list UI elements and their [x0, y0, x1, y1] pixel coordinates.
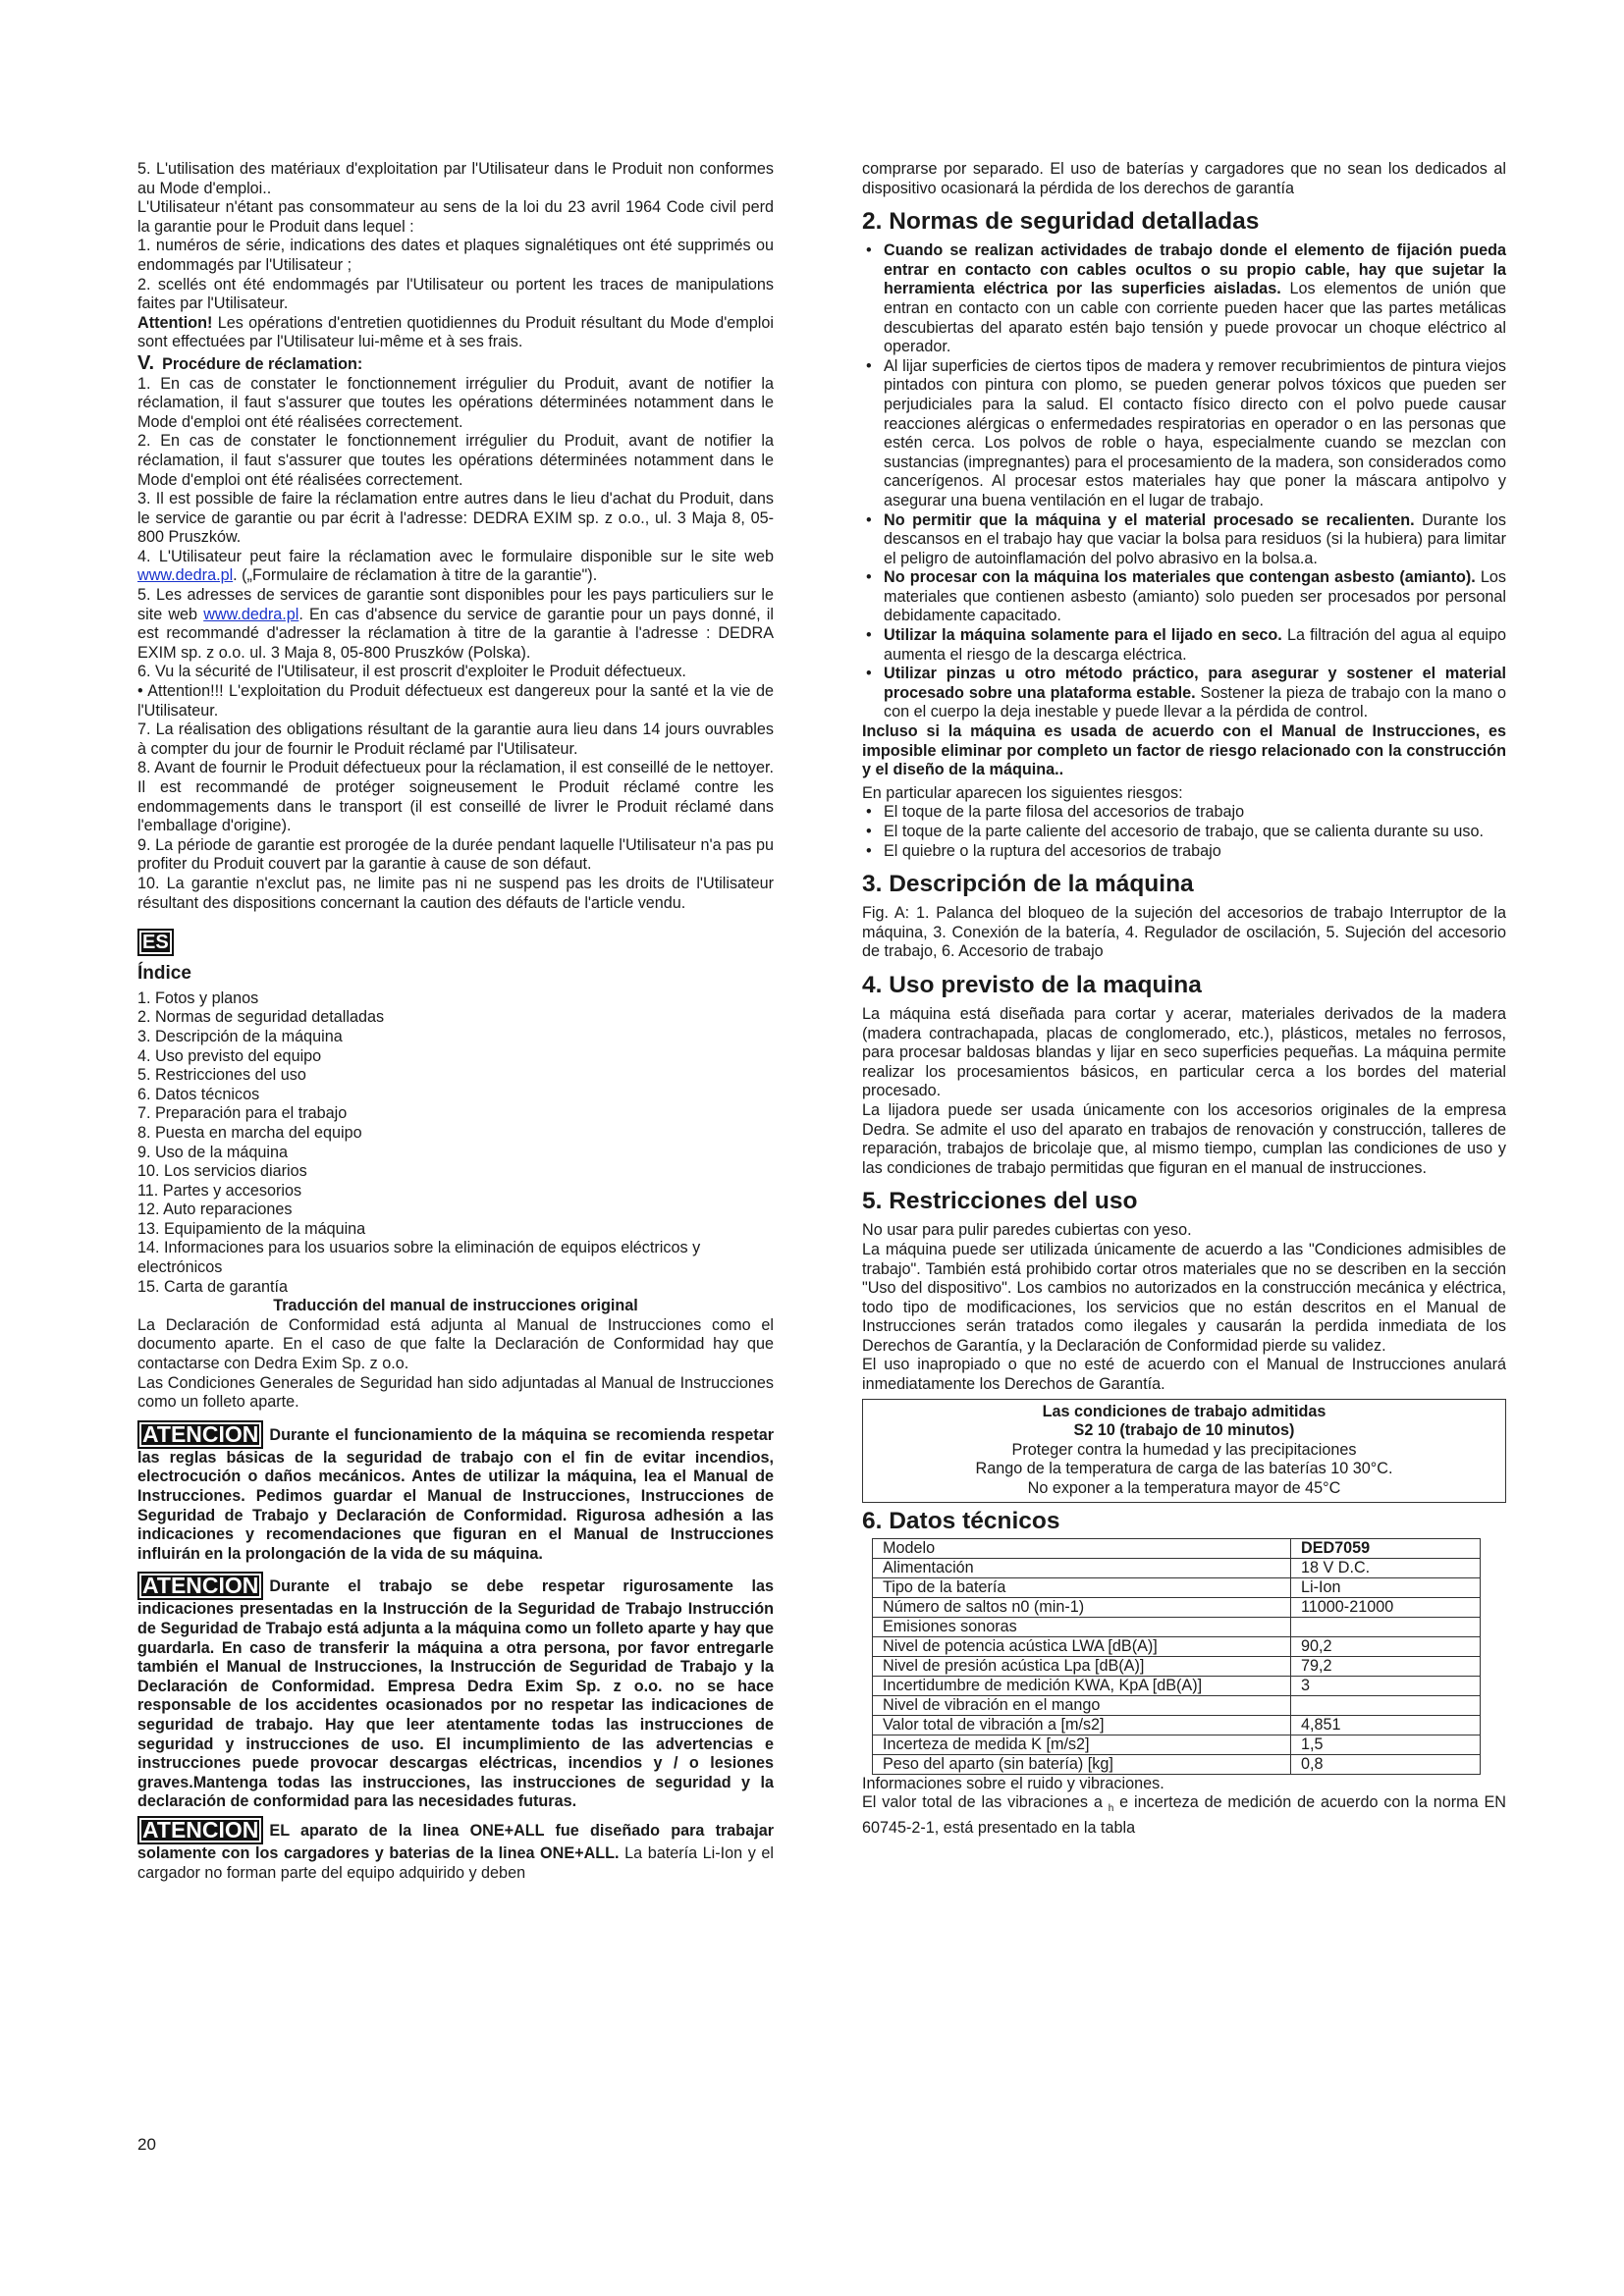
- tech-table-label: Número de saltos n0 (min-1): [873, 1597, 1291, 1617]
- condiciones-line: Proteger contra la humedad y las precipitaciones: [1011, 1440, 1357, 1459]
- reclamation-item: 2. En cas de constater le fonctionnement irrégulier du Produit, avant de notifier la réclamation, il faut s'assurer que toutes les opérations déterminées notamment dans le Mode d'emploi ont été réalisées correctement.: [137, 432, 774, 489]
- reclamation-list: [137, 375, 774, 914]
- tech-table-label: Nivel de potencia acústica LWA [dB(A)]: [873, 1636, 1291, 1656]
- riesgos-item: • El quiebre o la ruptura del accesorios de trabajo: [862, 842, 1506, 862]
- indice-item: 13. Equipamiento de la máquina: [137, 1219, 366, 1238]
- riesgos-list: [862, 803, 1506, 861]
- heading-uso: 4. Uso previsto de la maquina: [862, 971, 1202, 998]
- heading-normas: 2. Normas de seguridad detalladas: [862, 208, 1260, 236]
- tech-table-value: 1,5: [1291, 1735, 1481, 1754]
- tech-table-value: 18 V D.C.: [1291, 1558, 1481, 1577]
- indice-item: 9. Uso de la máquina: [137, 1143, 288, 1161]
- indice-item: 4. Uso previsto del equipo: [137, 1046, 322, 1065]
- normas-list: [862, 241, 1506, 722]
- left-column: [137, 160, 774, 1883]
- condiciones-line: Rango de la temperatura de carga de las baterías 10 30°C.: [975, 1460, 1393, 1478]
- dedra-link[interactable]: www.dedra.pl: [203, 605, 299, 623]
- condiciones-line: No exponer a la temperatura mayor de 45°C: [1027, 1479, 1341, 1498]
- normas-item: [862, 626, 1506, 665]
- condiciones-subtitle: S2 10 (trabajo de 10 minutos): [1073, 1421, 1295, 1440]
- normas-item-text: Los materiales que contienen asbesto (amianto) solo pueden ser procesados por personal debidamente capacitado.: [884, 568, 1506, 625]
- atencion-badge: ATENCION: [137, 1420, 263, 1449]
- indice-item: 14. Informaciones para los usuarios sobre la eliminación de equipos eléctricos y electrónicos: [137, 1239, 701, 1277]
- section-v-heading: [137, 351, 774, 375]
- reclamation-item: • Attention!!! L'exploitation du Produit défectueux est dangereux pour la santé et la vie de l'Utilisateur.: [137, 682, 774, 720]
- normas-item-text: Los elementos de unión que entran en contacto con un cable con corriente pueden hacer que las partes metálicas descubiertas del aparato estén bajo tensión y puede provocar un choque eléctrico al operador.: [884, 280, 1506, 356]
- tech-table-label: Alimentación: [873, 1558, 1291, 1577]
- indice-item: 10. Los servicios diarios: [137, 1162, 307, 1181]
- normas-item: [862, 511, 1506, 569]
- info-valor-text-after: e incerteza de medición de acuerdo con la norma EN 60745-2-1, está presentado en la tabla: [862, 1793, 1506, 1838]
- condiciones-title: Las condiciones de trabajo admitidas: [1042, 1402, 1326, 1420]
- tech-table-value: 79,2: [1291, 1656, 1481, 1676]
- indice-item: 2. Normas de seguridad detalladas: [137, 1008, 385, 1027]
- tech-table-value: 4,851: [1291, 1715, 1481, 1735]
- atencion-text-normal: La batería Li-Ion y el cargador no forman parte del equipo adquirido y deben: [137, 1843, 775, 1882]
- normas-item-bold: Cuando se realizan actividades de trabajo donde el elemento de fijación pueda entrar en contacto con cables ocultos o su propio cable, hay que sujetar la herramienta eléctrica por las superficies aisladas.: [884, 241, 1506, 298]
- tech-table-row: [873, 1735, 1481, 1754]
- descripcion-paragraph: Fig. A: 1. Palanca del bloqueo de la sujeción del accesorios de trabajo Interruptor de la máquina, 3. Conexión de la batería, 4. Regulador de oscilación, 5. Sujeción del accesorio de trabajo, 6. Accesorio de trabajo: [862, 904, 1506, 961]
- section-v-number: V.: [137, 351, 155, 374]
- normas-item-text: Sostener la pieza de trabajo con la mano o con el cuerpo la deja inestable y puede llevar a la pérdida de control.: [884, 683, 1506, 721]
- riesgos-item: • El toque de la parte caliente del accesorio de trabajo, que se calienta durante su uso.: [862, 823, 1506, 842]
- normas-item-text: Durante los descansos en el trabajo hay que vaciar la bolsa para residuos (si la hubiera) para limitar el peligro de autoinflamación del polvo abrasivo en la bolsa.a.: [884, 510, 1506, 567]
- tech-table-row: [873, 1695, 1481, 1715]
- intro-paragraphs: [137, 160, 774, 314]
- info-valor-sub: h: [1108, 1803, 1114, 1815]
- uso-paragraph: La lijadora puede ser usada únicamente con los accesorios originales de la empresa Dedra. Se admite el uso del aparato en trabajos de renovación y construcción, talleres de reparación, trabajos de bricolaje que, al mismo tiempo, cumplan las condiciones de uso y las condiciones de trabajo permitidas que figuran en el manual de instrucciones.: [862, 1100, 1506, 1177]
- reclamation-item: 7. La réalisation des obligations résultant de la garantie aura lieu dans 14 jours ouvrables à compter du jour de fournir le Produit réclamé par l'Utilisateur.: [137, 721, 774, 758]
- uso-paragraph: La máquina está diseñada para cortar y acerar, materiales derivados de la madera (madera contrachapada, placas de conglomerado, etc.), plásticos, metales no ferrosos, para procesar baldosas blandas y lijar en seco superficies pequeñas. La máquina permite realizar los procesamientos básicos, en particular cerca a los bordes del material procesado.: [862, 1004, 1506, 1100]
- info-ruido: Informaciones sobre el ruido y vibraciones.: [862, 1774, 1164, 1792]
- tech-table-row: [873, 1715, 1481, 1735]
- heading-restricciones: 5. Restricciones del uso: [862, 1188, 1138, 1215]
- heading-descripcion: 3. Descripción de la máquina: [862, 871, 1194, 898]
- item5-text-after: . En cas d'absence du service de garantie pour un pays donné, il est recommandé d'adresser la réclamation à titre de la garantie à l'adresse : DEDRA EXIM sp. z o.o. ul. 3 Maja 8, 05-800 Pruszków (Polska).: [137, 605, 774, 662]
- dedra-link[interactable]: www.dedra.pl: [137, 566, 234, 585]
- reclamation-item: 1. En cas de constater le fonctionnement irrégulier du Produit, avant de notifier la réclamation, il faut s'assurer que toutes les opérations déterminées notamment dans le Mode d'emploi ont été réalisées correctement.: [137, 374, 774, 431]
- tech-table-value: DED7059: [1291, 1538, 1481, 1558]
- reclamation-item: 3. Il est possible de faire la réclamation entre autres dans le lieu d'achat du Produit, dans le service de garantie ou par écrit à l'adresse: DEDRA EXIM sp. z o.o., ul. 3 Maja 8, 05-800 Pruszków.: [137, 490, 774, 547]
- reclamation-item: 9. La période de garantie est prorogée de la durée pendant laquelle l'Utilisateur n'a pas pu profiter du Produit couvert par la garantie à cause de son défaut.: [137, 835, 774, 874]
- normas-item: [862, 241, 1506, 357]
- indice-item: 8. Puesta en marcha del equipo: [137, 1123, 362, 1142]
- tech-table-label: Modelo: [873, 1538, 1291, 1558]
- indice-item: 15. Carta de garantía: [137, 1277, 288, 1296]
- atencion-text: EL aparato de la linea ONE+ALL fue diseñado para trabajar solamente con los cargadores y baterias de la linea ONE+ALL.: [137, 1821, 774, 1862]
- indice-item: 7. Preparación para el trabajo: [137, 1104, 348, 1123]
- normas-item-bold: Utilizar la máquina solamente para el lijado en seco.: [884, 626, 1282, 645]
- traduccion-title: Traducción del manual de instrucciones original: [273, 1297, 638, 1315]
- tech-table-row: [873, 1754, 1481, 1774]
- tech-table-value: 0,8: [1291, 1754, 1481, 1774]
- normas-item-text: Al lijar superficies de ciertos tipos de madera y remover recubrimientos de pintura viejos pintados con pintura con plomo, se pueden generar polvos tóxicos que pueden ser perjudiciales para la salud. El contacto físico directo con el polvo puede causar reacciones alérgicas o enfermedades respiratorias en operador o en las personas que estén cerca. Los polvos de roble o haya, especialmente cuando se mezclan con sustancias (impregnantes) para el procesamiento de la madera, son considerados como cancerígenos. Al procesar estos materiales hay que poner la máscara antipolvo y asegurar una buena ventilación en el lugar de trabajo.: [884, 356, 1506, 509]
- indice-title: Índice: [137, 963, 191, 985]
- intro-paragraph: 2. scellés ont été endommagés par l'Utilisateur ou portent les traces de manipulations faites par l'Utilisateur.: [137, 275, 774, 313]
- indice-item: 11. Partes y accesorios: [137, 1181, 302, 1200]
- indice-item: 12. Auto reparaciones: [137, 1201, 293, 1219]
- atencion-block-1: [137, 1420, 774, 1565]
- item4-text-after: . („Formulaire de réclamation à titre de la garantie").: [233, 566, 598, 585]
- attention-text: Les opérations d'entretien quotidiennes du Produit résultant du Mode d'emploi sont effectuées par l'Utilisateur lui-même et à ses frais.: [137, 313, 774, 351]
- page-number: 20: [137, 2135, 156, 2154]
- tech-table-label: Incerteza de medida K [m/s2]: [873, 1735, 1291, 1754]
- tech-table-row: [873, 1597, 1481, 1617]
- normas-item-bold: Utilizar pinzas u otro método práctico, para asegurar y sostener el material procesado sobre una plataforma estable.: [884, 665, 1506, 702]
- riesgos-item: • El toque de la parte filosa del accesorios de trabajo: [862, 803, 1506, 823]
- atencion-text: Durante el trabajo se debe respetar rigurosamente las indicaciones presentadas en la Instrucción de la Seguridad de Trabajo Instrucción de Seguridad de Trabajo está adjunta a la máquina como un folleto aparte y hay que guardarla. En caso de transferir la máquina a otra persona, por favor entregarle también el Manual de Instrucciones, la Instrucción de Seguridad de Trabajo y la Declaración de Conformidad. Empresa Dedra Exim Sp. z o.o. no se hace responsable de los accidentes ocasionados por no respetar las indicaciones de seguridad de trabajo. Hay que leer atentamente todas las instrucciones de seguridad y instrucciones de uso. El incumplimiento de las advertencias e instrucciones puede provocar descargas eléctricas, incendios y / o lesiones graves.Mantenga todas las instrucciones, las instrucciones de seguridad y la declaración de conformidad para las necesidades futuras.: [137, 1577, 774, 1811]
- restricciones-paragraph: No usar para pulir paredes cubiertas con yeso.: [862, 1221, 1192, 1240]
- tech-table-label: Nivel de presión acústica Lpa [dB(A)]: [873, 1656, 1291, 1676]
- tech-table-value: 90,2: [1291, 1636, 1481, 1656]
- atencion-badge: ATENCION: [137, 1816, 263, 1844]
- indice-item: 5. Restricciones del uso: [137, 1066, 306, 1085]
- tech-table-row: [873, 1538, 1481, 1558]
- tech-table-label: Tipo de la batería: [873, 1577, 1291, 1597]
- info-valor: [862, 1793, 1506, 1838]
- right-column: [862, 160, 1506, 1839]
- es-language-badge: ES: [137, 929, 174, 956]
- tech-table-value: [1291, 1695, 1481, 1715]
- continuation-paragraph: comprarse por separado. El uso de baterías y cargadores que no sean los dedicados al dispositivo ocasionará la pérdida de los derechos de garantía: [862, 160, 1506, 197]
- atencion-text: Durante el funcionamiento de la máquina se recomienda respetar las reglas básicas de la seguridad de trabajo con el fin de evitar incendios, electrocución o daños mecánicos. Antes de utilizar la máquina, lea el Manual de Instrucciones. Pedimos guardar el Manual de Instrucciones, Instrucciones de Seguridad de Trabajo y Declaración de Conformidad. Rigurosa adhesión a las indicaciones y recomendaciones que figuran en el Manual de Instrucciones influirán en la prolongación de la vida de su máquina.: [137, 1425, 774, 1563]
- tech-table-label: Emisiones sonoras: [873, 1617, 1291, 1636]
- tech-table: [872, 1538, 1481, 1775]
- tech-table-row: [873, 1636, 1481, 1656]
- heading-datos: 6. Datos técnicos: [862, 1507, 1060, 1534]
- reclamation-item: 6. Vu la sécurité de l'Utilisateur, il est proscrit d'exploiter le Produit défectueux.: [137, 663, 686, 681]
- reclamation-item-4: [137, 548, 774, 586]
- restricciones-paragraph: La máquina puede ser utilizada únicamente de acuerdo a las "Condiciones admisibles de trabajo". También está prohibido cortar otros materiales que no se describen en la sección "Uso del dispositivo". Los cambios no autorizados en la construcción mecánica y eléctrica, todo tipo de modificaciones, los servicios que no están descritos en el Manual de Instrucciones serán tratados como ilegales y causarán la perdida inmediata de los Derechos de Garantía, y la Declaración de Conformidad pierde su validez.: [862, 1240, 1506, 1355]
- tech-table-row: [873, 1656, 1481, 1676]
- normas-item: [862, 568, 1506, 626]
- reclamation-item-5: [137, 586, 774, 663]
- normas-item-text: La filtración del agua al equipo aumenta el riesgo de la descarga eléctrica.: [884, 626, 1507, 664]
- normas-item: [862, 665, 1506, 722]
- tech-table-row: [873, 1558, 1481, 1577]
- tech-table-row: [873, 1577, 1481, 1597]
- item5-text: 5. Les adresses de services de garantie sont disponibles pour les pays particuliers sur le site web: [137, 586, 774, 623]
- incluso-paragraph: Incluso si la máquina es usada de acuerdo con el Manual de Instrucciones, es imposible eliminar por completo un factor de riesgo relacionado con la construcción y el diseño de la máquina..: [862, 722, 1506, 779]
- atencion-badge: ATENCION: [137, 1572, 263, 1600]
- intro-paragraph: L'Utilisateur n'étant pas consommateur au sens de la loi du 23 avril 1964 Code civil perd la garantie pour le Produit dans lequel :: [137, 198, 774, 236]
- indice-item: 1. Fotos y planos: [137, 988, 259, 1007]
- traduccion-paragraph: Las Condiciones Generales de Seguridad han sido adjuntadas al Manual de Instrucciones como un folleto aparte.: [137, 1373, 774, 1412]
- normas-item-bold: No permitir que la máquina y el material procesado se recalienten.: [884, 510, 1415, 529]
- condiciones-box: [862, 1399, 1506, 1503]
- tech-table-value: 3: [1291, 1676, 1481, 1695]
- indice-list: [137, 989, 774, 1298]
- info-valor-text: El valor total de las vibraciones a: [862, 1793, 1109, 1812]
- tech-table-value: [1291, 1617, 1481, 1636]
- attention-paragraph: [137, 314, 774, 352]
- reclamation-item: 10. La garantie n'exclut pas, ne limite pas ni ne suspend pas les droits de l'Utilisateur résultant des dispositions concernant la caution des défauts de l'article vendu.: [137, 874, 774, 912]
- atencion-block-2: [137, 1572, 774, 1812]
- section-v-title: Procédure de réclamation:: [162, 354, 363, 373]
- tech-table-value: Li-Ion: [1291, 1577, 1481, 1597]
- intro-paragraph: 5. L'utilisation des matériaux d'exploitation par l'Utilisateur dans le Produit non conformes au Mode d'emploi..: [137, 160, 774, 197]
- item4-text: 4. L'Utilisateur peut faire la réclamation avec le formulaire disponible sur le site web: [137, 547, 774, 565]
- restricciones-paragraph: El uso inapropiado o que no esté de acuerdo con el Manual de Instrucciones anulará inmediatamente los Derechos de Garantía.: [862, 1356, 1506, 1394]
- tech-table-row: [873, 1617, 1481, 1636]
- atencion-block-3: [137, 1816, 774, 1883]
- reclamation-item: 8. Avant de fournir le Produit défectueux pour la réclamation, il est conseillé de le nettoyer. Il est recommandé de protéger soigneusement le Produit réclamé contre les endommagements dans le transport (il est conseillé de livrer le Produit réclamé dans l'emballage d'origine).: [137, 759, 774, 835]
- tech-table-label: Peso del aparto (sin batería) [kg]: [873, 1754, 1291, 1774]
- normas-item: [862, 357, 1506, 511]
- tech-table-value: 11000-21000: [1291, 1597, 1481, 1617]
- tech-table-label: Valor total de vibración a [m/s2]: [873, 1715, 1291, 1735]
- tech-table-row: [873, 1676, 1481, 1695]
- tech-table-label: Nivel de vibración en el mango: [873, 1695, 1291, 1715]
- tech-table-label: Incertidumbre de medición KWA, KpA [dB(A)]: [873, 1676, 1291, 1695]
- indice-item: 3. Descripción de la máquina: [137, 1027, 343, 1045]
- indice-item: 6. Datos técnicos: [137, 1085, 260, 1103]
- traduccion-paragraph: La Declaración de Conformidad está adjunta al Manual de Instrucciones como el documento aparte. En el caso de que falte la Declaración de Conformidad hay que contactarse con Dedra Exim Sp. z o.o.: [137, 1315, 774, 1373]
- attention-label: Attention!: [137, 313, 213, 332]
- intro-paragraph: 1. numéros de série, indications des dates et plaques signalétiques ont été supprimés ou endommagés par l'Utilisateur ;: [137, 237, 774, 274]
- riesgos-intro: En particular aparecen los siguientes riesgos:: [862, 783, 1183, 802]
- normas-item-bold: No procesar con la máquina los materiales que contengan asbesto (amianto).: [884, 568, 1476, 587]
